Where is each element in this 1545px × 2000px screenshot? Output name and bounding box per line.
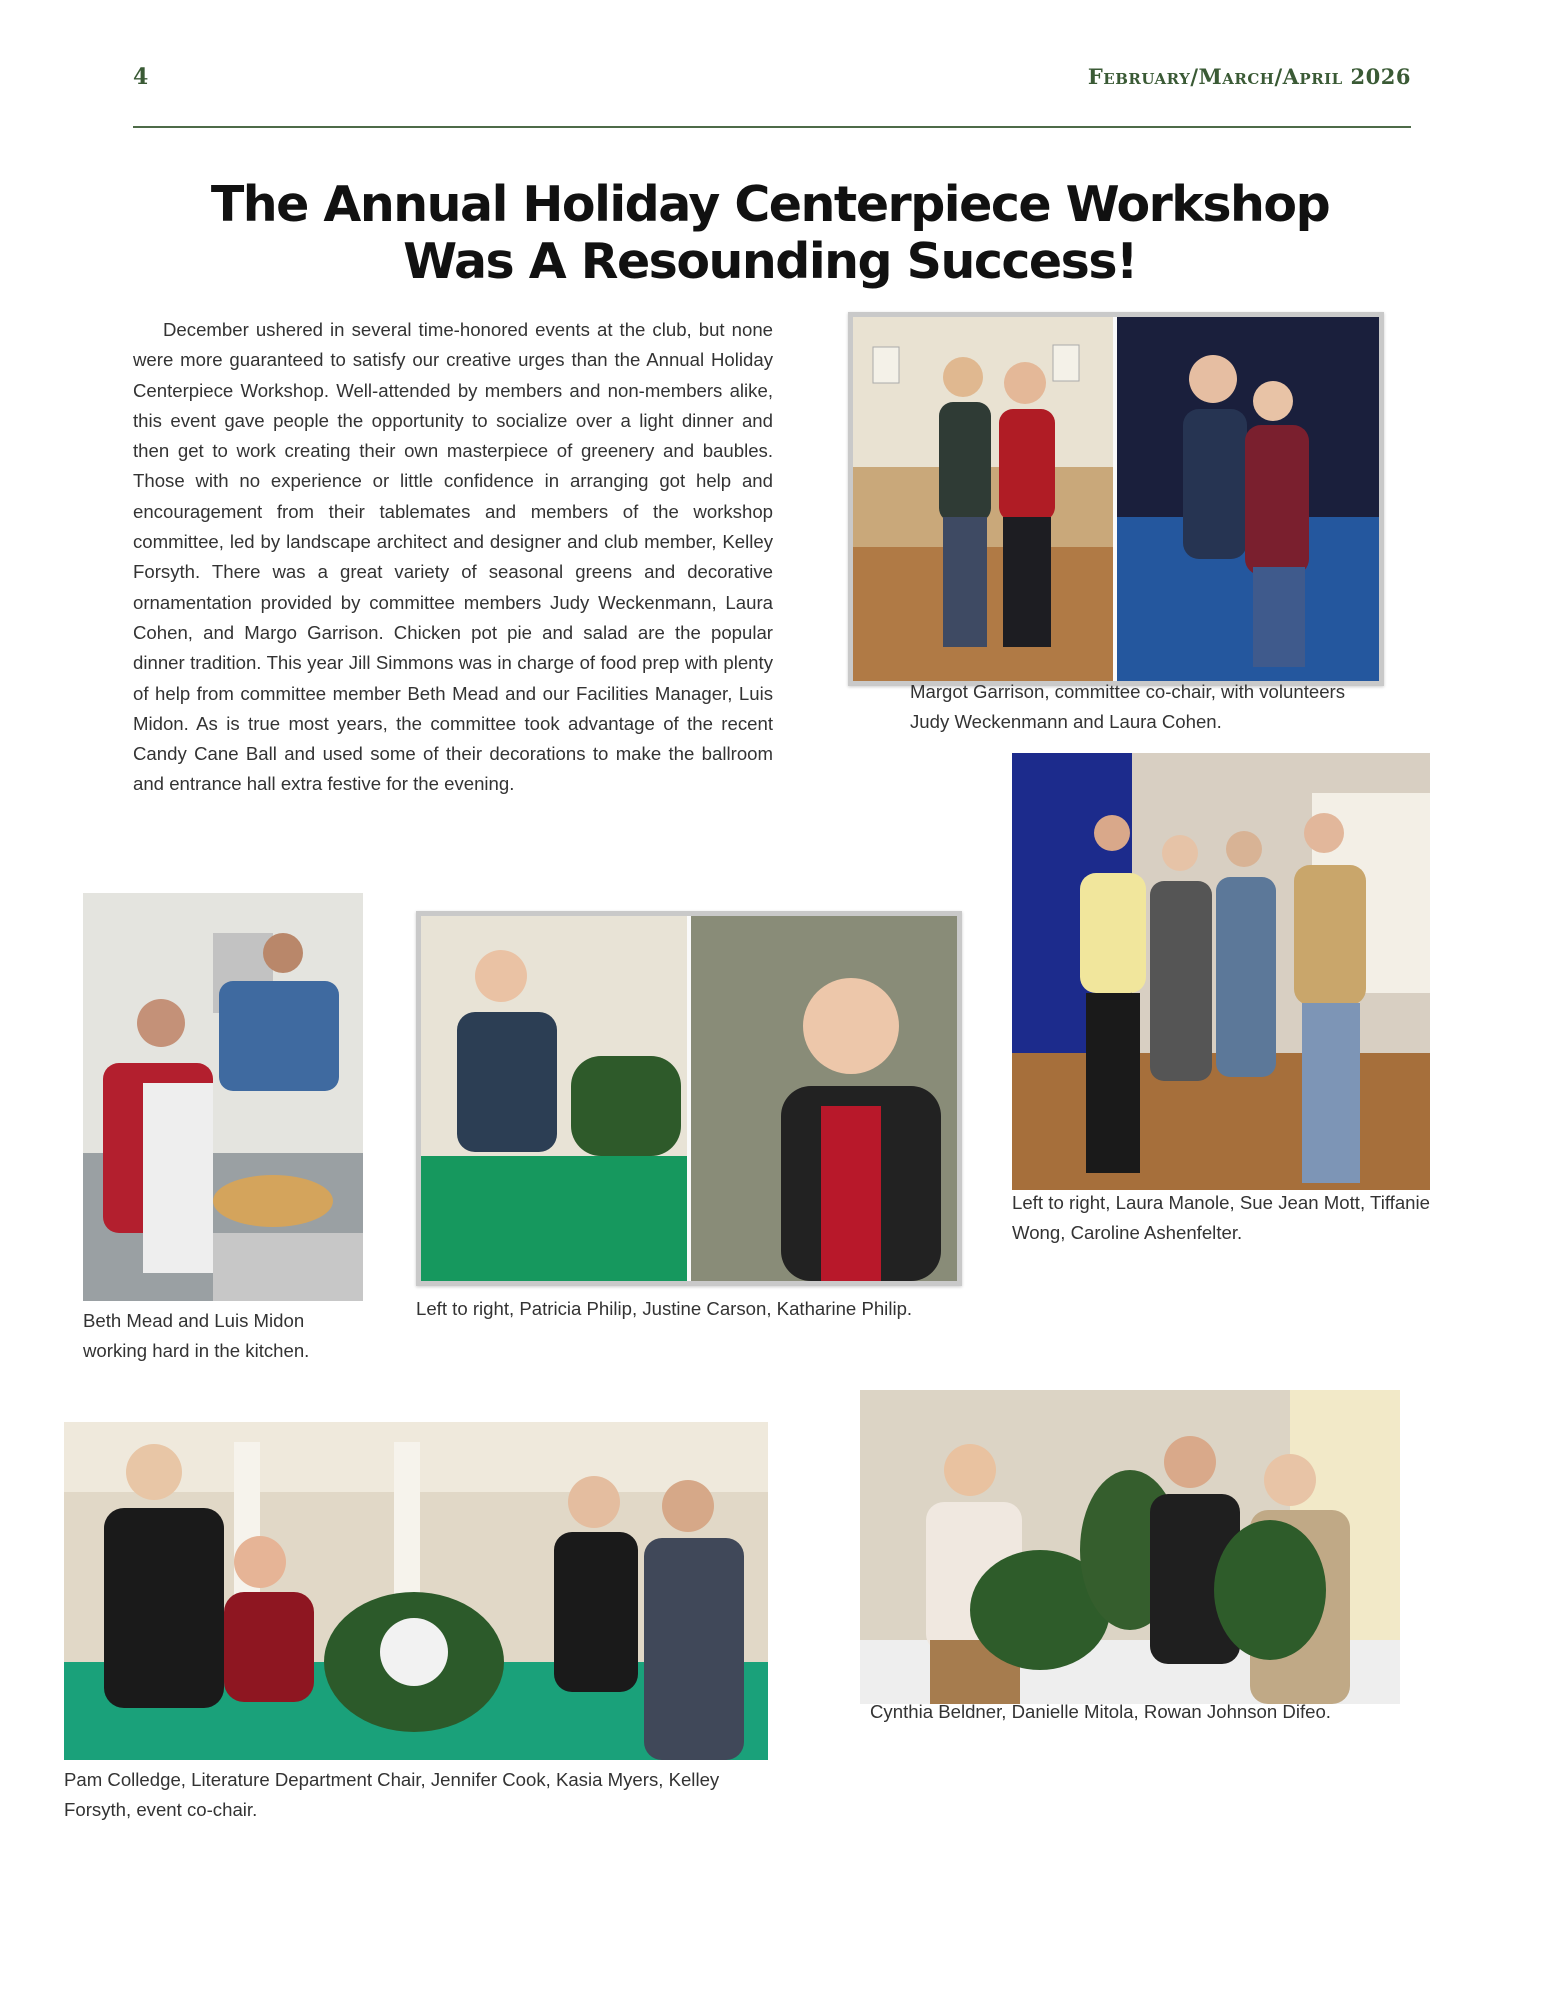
title-line-2: Was A Resounding Success!	[403, 233, 1137, 290]
page-number: 4	[133, 64, 149, 90]
caption-kitchen: Beth Mead and Luis Midon working hard in the kitchen.	[83, 1310, 310, 1361]
caption-philip: Left to right, Patricia Philip, Justine Carson, Katharine Philip.	[416, 1298, 913, 1319]
photo-colledge	[64, 1422, 768, 1760]
caption-colledge: Pam Colledge, Literature Department Chair, Jennifer Cook, Kasia Myers, Kelley Forsyth, event co-chair.	[64, 1769, 720, 1820]
photo-beldner	[860, 1390, 1400, 1704]
article-title	[120, 176, 1420, 290]
photo-kitchen	[83, 893, 363, 1301]
caption-four-women: Left to right, Laura Manole, Sue Jean Mott, Tiffanie Wong, Caroline Ashenfelter.	[1012, 1192, 1430, 1243]
header-divider	[133, 126, 1411, 128]
photo-philip	[416, 911, 962, 1286]
title-line-1: The Annual Holiday Centerpiece Workshop	[210, 176, 1330, 233]
issue-date: February/March/April 2026	[1087, 64, 1411, 89]
caption-committee: Margot Garrison, committee co-chair, with volunteers Judy Weckenmann and Laura Cohen.	[910, 681, 1346, 732]
article-body: December ushered in several time-honored events at the club, but none were more guaranteed to satisfy our creative urges than the Annual Holiday Centerpiece Workshop. Well-attended by members and non-members alike, this event gave people the opportunity to socialize over a light dinner and then get to work creating their own masterpiece of greenery and baubles. Those with no experience or little confidence in arranging got help and encouragement from their tablemates and members of the workshop committee, led by landscape architect and designer and club member, Kelley Forsyth. There was a great variety of seasonal greens and decorative ornamentation provided by committee members Judy Weckenmann, Laura Cohen, and Margo Garrison. Chicken pot pie and salad are the popular dinner tradition. This year Jill Simmons was in charge of food prep with plenty of help from committee member Beth Mead and our Facilities Manager, Luis Midon. As is true most years, the committee took advantage of the recent Candy Cane Ball and used some of their decorations to make the ballroom and entrance hall extra festive for the evening.	[133, 319, 773, 795]
photo-four-women	[1012, 753, 1430, 1190]
photo-committee	[848, 312, 1384, 686]
caption-beldner: Cynthia Beldner, Danielle Mitola, Rowan Johnson Difeo.	[870, 1701, 1331, 1722]
